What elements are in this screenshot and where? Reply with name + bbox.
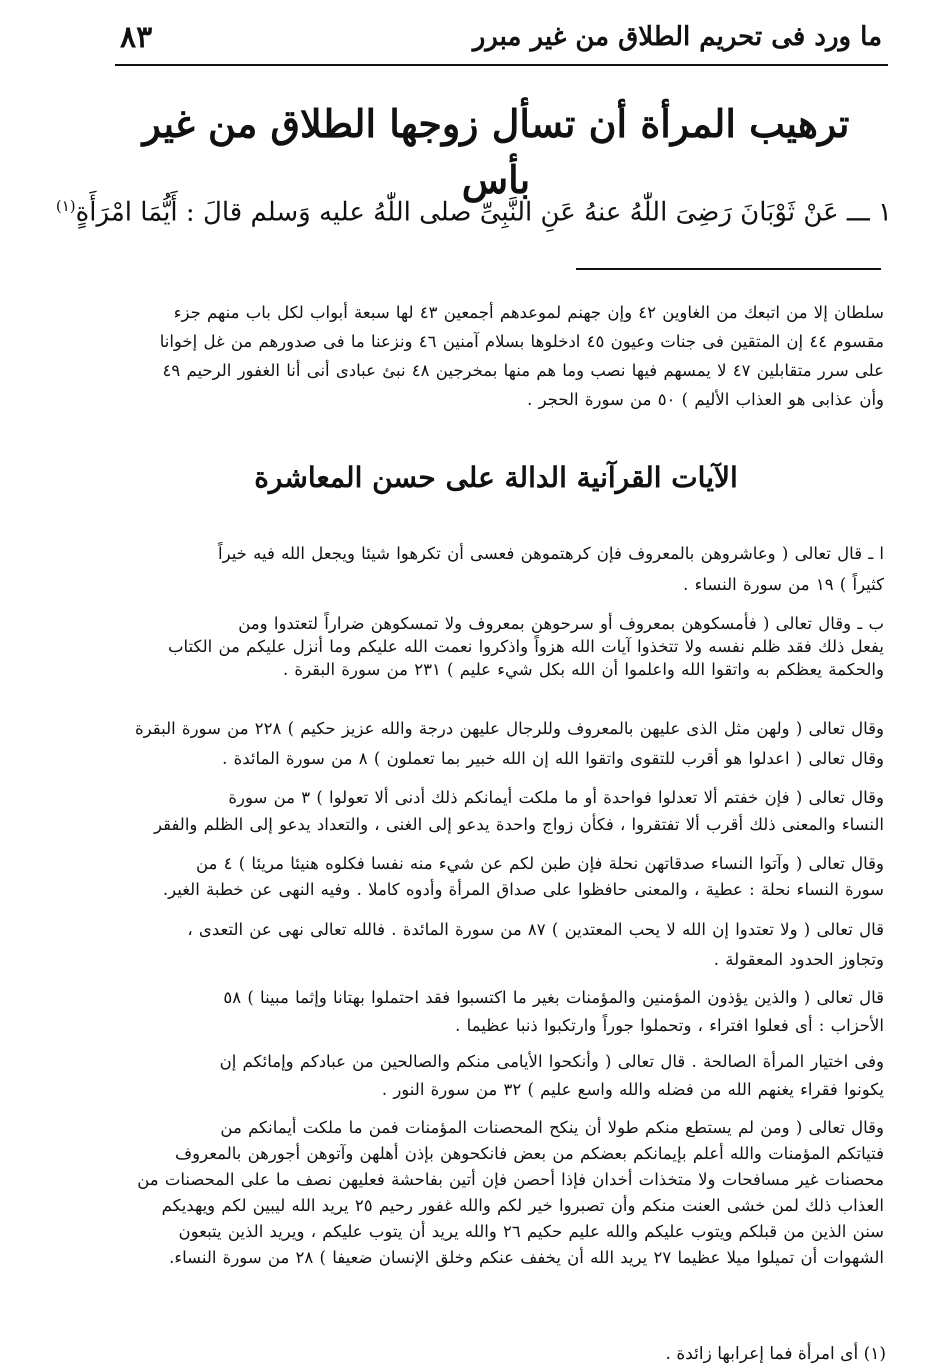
text-line: يفعل ذلك فقد ظلم نفسه ولا تتخذوا آيات الله هزواً واذكروا نعمت الله عليكم وما أنزل عليكم من الكتاب [167, 637, 884, 656]
text-line: كثيراً ) ١٩ من سورة النساء . [683, 575, 884, 594]
text-line: ب ـ وقال تعالى ( فأمسكوهن بمعروف أو سرحوهن بمعروف ولا تمسكوهن ضراراً لتعتدوا ومن [238, 614, 884, 633]
paragraph-verse-i [118, 1115, 884, 1271]
text-line: وقال تعالى ( وآتوا النساء صدقاتهن نحلة فإن طبن لكم عن شيء منه نفسا فكلوه هنيئا مريئا ) ٤ من [195, 854, 884, 873]
text-line: يكونوا فقراء يغنهم الله من فضله والله واسع عليم ) ٣٢ من سورة النور . [381, 1080, 884, 1099]
text-line: وقال تعالى ( اعدلوا هو أقرب للتقوى واتقوا الله إن الله خبير بما تعملون ) ٨ من سورة المائدة . [222, 749, 884, 768]
paragraph-verse-g [118, 984, 884, 1040]
hadith-line: ١ ـــ عَنْ ثَوْبَانَ رَضِىَ اللّٰهُ عنهُ عَنِ النَّبِىِّ صلى اللّٰهُ عليه وَسلم قالَ : أَيُّمَا امْرَأَةٍ [75, 197, 892, 228]
text-line: وأن عذابى هو العذاب الأليم ) ٥٠ من سورة الحجر . [527, 390, 884, 409]
text-line: وقال تعالى ( ومن لم يستطع منكم طولا أن ينكح المحصنات المؤمنات فمن ما ملكت أيمانكم من [220, 1118, 884, 1137]
page-number: ٨٣ [120, 19, 153, 55]
paragraph-verse-f [118, 915, 884, 975]
text-line: وتجاوز الحدود المعقولة . [713, 950, 884, 969]
text-line: فتياتكم المؤمنات والله أعلم بإيمانكم بعضكم من بعض فانكحوهن بإذن أهلهن وآتوهن أجورهن بالمعروف [175, 1144, 884, 1163]
header-rule [115, 64, 888, 66]
paragraph-verse-e [118, 851, 884, 903]
footnote: (١) أى امرأة فما إعرابها زائدة . [665, 1344, 886, 1364]
text-line: محصنات غير مسافحات ولا متخذات أخدان فإذا أحصن فإن أتين بفاحشة فعليهن نصف ما على المحصنات من [137, 1170, 884, 1189]
text-line: قال تعالى ( ولا تعتدوا إن الله لا يحب المعتدين ) ٨٧ من سورة المائدة . فالله تعالى نهى عن التعدى ، [187, 920, 884, 939]
hadith-text [55, 182, 892, 237]
paragraph-verse-h [118, 1048, 884, 1104]
text-line: سلطان إلا من اتبعك من الغاوين ٤٢ وإن جهنم لموعدهم أجمعين ٤٣ لها سبعة أبواب لكل باب منهم جزء [173, 303, 884, 322]
running-header [120, 14, 882, 60]
chapter-title: ترهيب المرأة أن تسأل زوجها الطلاق من غير بأس [142, 101, 850, 202]
text-line: قال تعالى ( والذين يؤذون المؤمنين والمؤمنات بغير ما اكتسبوا فقد احتملوا بهتانا وإثما مبينا ) ٥٨ [223, 988, 884, 1007]
text-line: سنن الذين من قبلكم ويتوب عليكم والله عليم حكيم ٢٦ والله يريد أن يتوب عليكم ، ويريد الذين يتبعون [178, 1222, 884, 1241]
text-line: وفى اختيار المرأة الصالحة . قال تعالى ( وأنكحوا الأيامى منكم والصالحين من عبادكم وإمائكم إن [219, 1052, 884, 1071]
paragraph-verse-a [118, 538, 884, 600]
paragraph-verse-b [118, 612, 884, 681]
text-line: سورة النساء نحلة : عطية ، والمعنى حافظوا على صداق المرأة وأدوه كاملا . وفيه النهى عن خطبة الغير. [162, 880, 884, 899]
footnote-marker: (١) [55, 197, 76, 215]
running-title: ما ورد فى تحريم الطلاق من غير مبرر [472, 22, 882, 52]
text-line: الأحزاب : أى فعلوا افتراء ، وتحملوا جوراً وارتكبوا ذنبا عظيما . [455, 1016, 884, 1035]
text-line: والحكمة يعظكم به واتقوا الله واعلموا أن الله بكل شيء عليم ) ٢٣١ من سورة البقرة . [282, 660, 884, 679]
text-line: ا ـ قال تعالى ( وعاشروهن بالمعروف فإن كرهتموهن فعسى أن تكرهوا شيئا ويجعل الله فيه خيراً [218, 544, 884, 563]
text-line: وقال تعالى ( ولهن مثل الذى عليهن بالمعروف وللرجال عليهن درجة والله عزيز حكيم ) ٢٢٨ من سورة البقرة [135, 719, 884, 738]
text-line: على سرر متقابلين ٤٧ لا يمسهم فيها نصب وما هم منها بمخرجين ٤٨ نبئ عبادى أنى أنا الغفور الرحيم ٤٩ [162, 361, 884, 380]
section-title: الآيات القرآنية الدالة على حسن المعاشرة [254, 461, 738, 494]
text-line: النساء والمعنى ذلك أقرب ألا تفتقروا ، فكأن زواج واحدة يدعو إلى الغنى ، والتعداد يدعو إلى الظلم والفقر [154, 815, 884, 834]
paragraph-surah-hijr [118, 298, 884, 414]
text-line: مقسوم ٤٤ إن المتقين فى جنات وعيون ٤٥ ادخلوها بسلام آمنين ٤٦ ونزعنا ما فى صدورهم من غل إخوانا [159, 332, 884, 351]
text-line: العذاب ذلك لمن خشى العنت منكم وأن تصبروا خير لكم والله غفور رحيم ٢٥ يريد الله ليبين لكم ويهديكم [161, 1196, 884, 1215]
paragraph-verse-d [118, 784, 884, 838]
paragraph-verse-c [118, 714, 884, 774]
separator-rule [576, 268, 881, 270]
text-line: الشهوات أن تميلوا ميلا عظيما ٢٧ يريد الله أن يخفف عنكم وخلق الإنسان ضعيفا ) ٢٨ من سورة النساء. [169, 1248, 884, 1267]
text-line: وقال تعالى ( فإن خفتم ألا تعدلوا فواحدة أو ما ملكت أيمانكم ذلك أدنى ألا تعولوا ) ٣ من سورة [228, 788, 884, 807]
